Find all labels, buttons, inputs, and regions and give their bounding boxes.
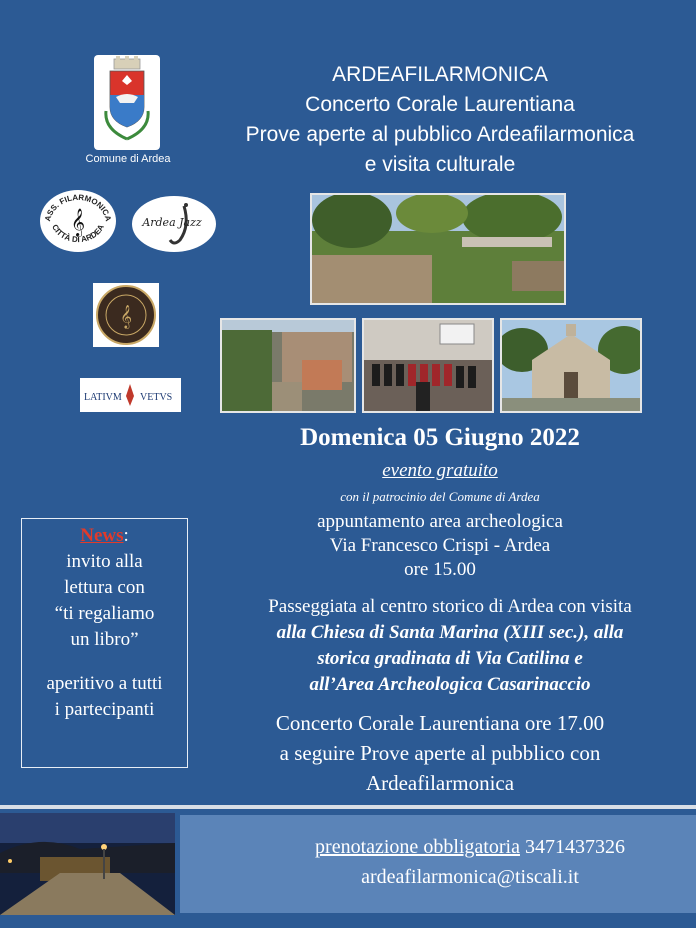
news-line-1: invito alla — [66, 551, 143, 572]
news-line-3: “ti regaliamo — [54, 603, 155, 624]
comune-label: Comune di Ardea — [85, 153, 171, 165]
filarmonica-arc-bottom: CITTÀ DI ARDEA — [50, 222, 106, 245]
event-date: Domenica 05 Giugno 2022 — [300, 424, 580, 451]
contact-email[interactable]: ardeafilarmonica@tiscali.it — [361, 866, 579, 888]
vetvs-text: VETVS — [140, 392, 173, 403]
photo-historic-center — [220, 318, 356, 413]
lativm-emblem-icon — [126, 384, 134, 406]
walk-line-4: all’Area Archeologica Casarinaccio — [309, 674, 591, 695]
crest-icon — [94, 55, 160, 150]
seal-clef-icon: 𝄞 — [120, 304, 132, 328]
header-subtitle: Concerto Corale Laurentiana — [305, 93, 575, 116]
news-line-6: i partecipanti — [54, 699, 155, 720]
filarmonica-arc-top: ASS. FILARMONICA — [43, 192, 113, 223]
treble-clef-icon: 𝄞 — [70, 208, 86, 236]
photo-church-santa-marina — [500, 318, 642, 413]
photo-choir — [362, 318, 494, 413]
contact-info — [250, 832, 690, 892]
meeting-place: appuntamento area archeologica — [317, 511, 563, 532]
news-line-5: aperitivo a tutti — [46, 673, 163, 694]
lativm-text: LATIVM — [84, 392, 122, 403]
poster-header — [195, 60, 685, 180]
jazz-logo-text: Ardea Jazz — [142, 216, 202, 229]
header-line4: e visita culturale — [364, 153, 516, 176]
concert-line-1: Concerto Corale Laurentiana ore 17.00 — [275, 711, 605, 735]
filarmonica-logo — [40, 190, 116, 252]
booking-label: prenotazione obbligatoria — [315, 836, 520, 858]
meeting-block — [180, 510, 696, 582]
walk-line-2: alla Chiesa di Santa Marina (XIII sec.), alla — [276, 622, 624, 643]
header-line3: Prove aperte al pubblico Ardeafilarmonica — [245, 123, 635, 146]
meeting-time: ore 15.00 — [404, 559, 476, 580]
concert-description — [200, 708, 680, 798]
walk-description — [200, 594, 696, 698]
free-event-label: evento gratuito — [382, 460, 498, 481]
photo-archaeological-area — [310, 193, 566, 305]
booking-line — [250, 832, 690, 862]
news-colon: : — [123, 525, 129, 546]
news-line-4: un libro” — [70, 629, 139, 650]
bottom-divider — [0, 805, 696, 809]
comune-crest-logo — [94, 55, 160, 150]
walk-line-3: storica gradinata di Via Catilina e — [317, 648, 583, 669]
lativm-vetvs-logo — [80, 378, 181, 412]
patronage-text: con il patrocinio del Comune di Ardea — [340, 489, 540, 504]
photo-night-steps — [0, 813, 175, 915]
news-box — [21, 518, 188, 768]
news-title: News — [80, 525, 124, 546]
walk-line-1: Passeggiata al centro storico di Ardea con visita — [268, 596, 632, 617]
news-heading — [22, 523, 187, 549]
concert-line-3: Ardeafilarmonica — [365, 771, 515, 795]
concert-line-2: a seguire Prove aperte al pubblico con — [279, 741, 601, 765]
meeting-address: Via Francesco Crispi - Ardea — [329, 535, 551, 556]
ardea-jazz-logo — [132, 196, 216, 252]
header-title: ARDEAFILARMONICA — [332, 63, 548, 86]
corale-seal-logo — [93, 283, 159, 347]
booking-phone[interactable]: 3471437326 — [524, 836, 625, 858]
news-line-2: lettura con — [64, 577, 145, 598]
